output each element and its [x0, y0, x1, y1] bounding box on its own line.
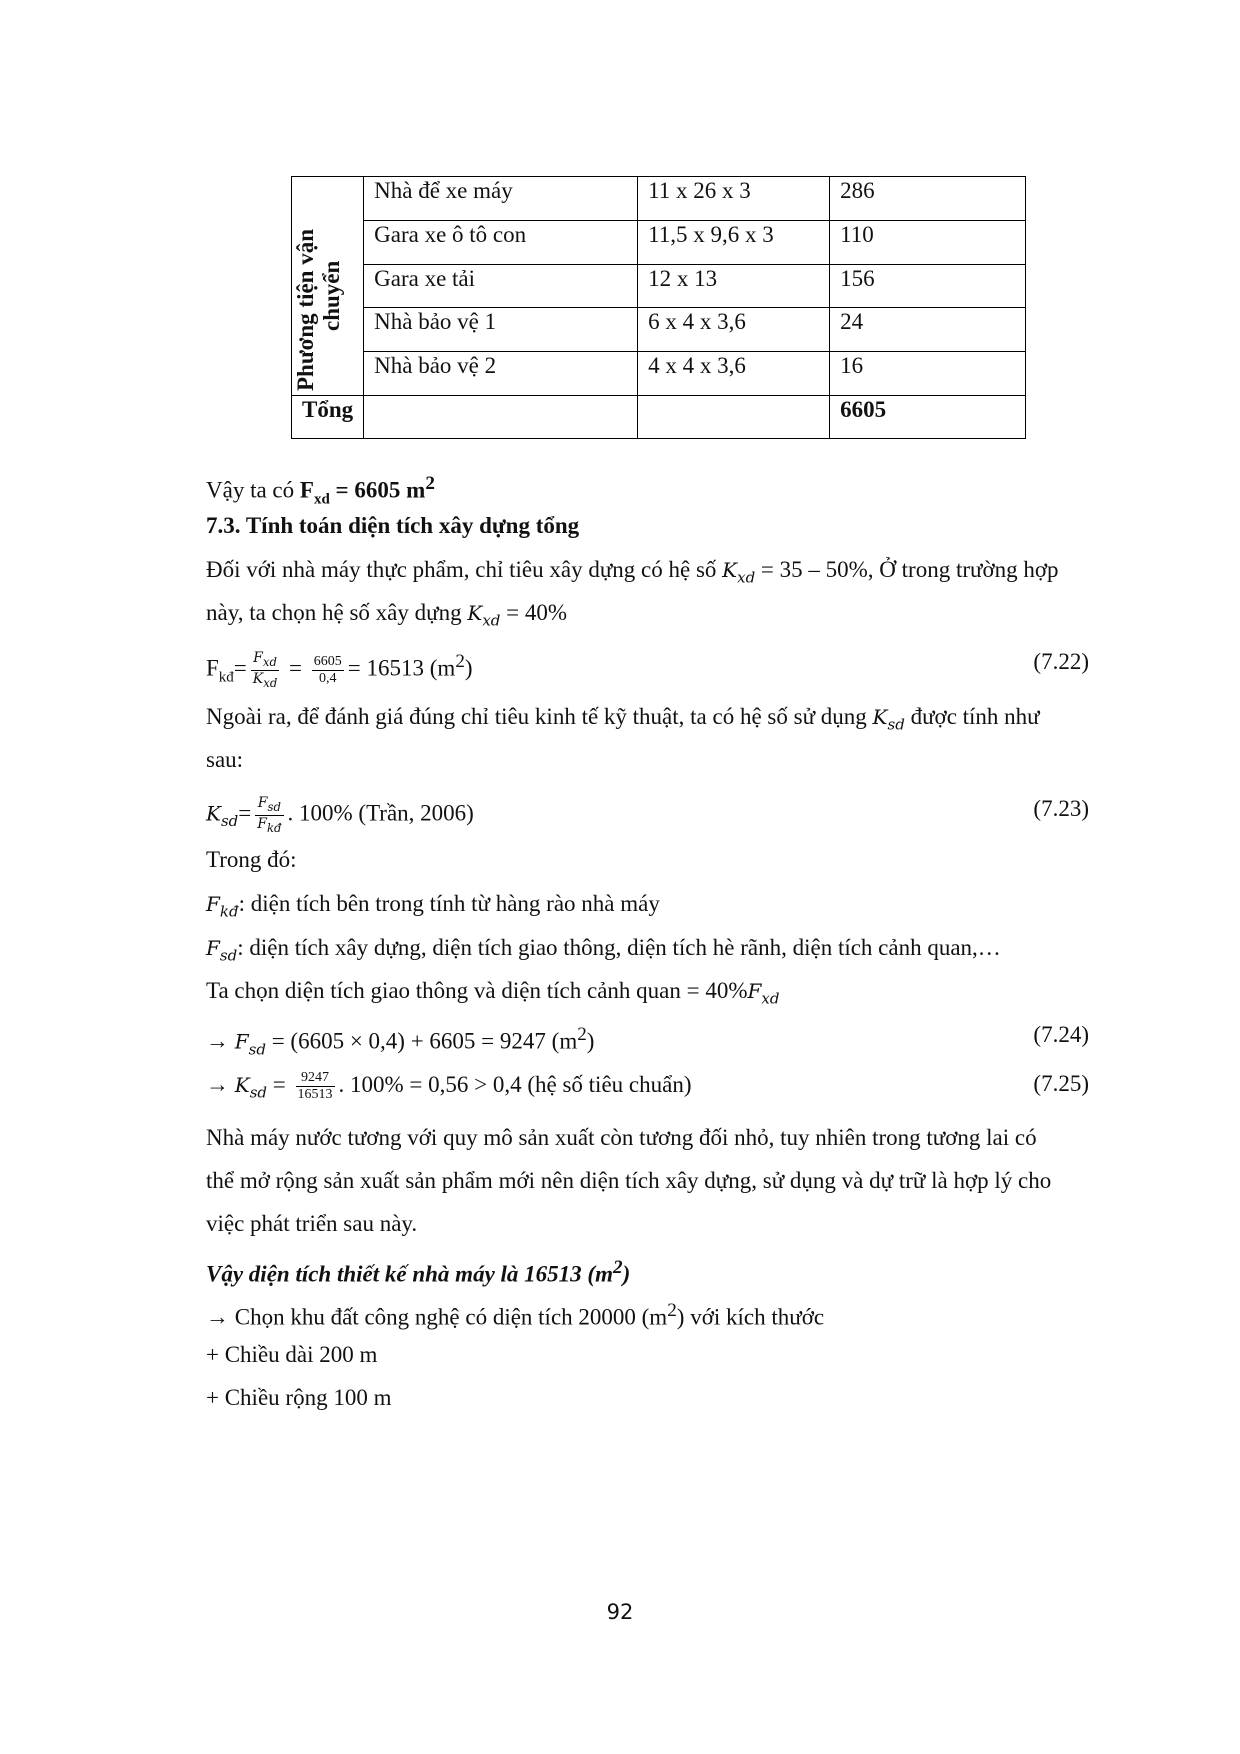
- row-dims: 11 x 26 x 3: [638, 177, 830, 221]
- row-area: 16: [830, 352, 1026, 396]
- choose-rest: ) với kích thước: [676, 1304, 825, 1330]
- row-area: 110: [830, 220, 1026, 264]
- row-name: Nhà bảo vệ 2: [364, 352, 638, 396]
- row-dims: 6 x 4 x 3,6: [638, 308, 830, 352]
- p3-text-a: Ngoài ra, để đánh giá đúng chỉ tiêu kinh tế kỹ thuật, ta có hệ số sử dụng: [206, 704, 873, 729]
- p1-text-b: = 35 – 50%, Ở trong trường hợp: [755, 557, 1059, 582]
- fraction-denominator: [251, 671, 280, 691]
- f-symbol: F: [206, 936, 220, 960]
- fraction: [312, 654, 344, 687]
- k-symbol: K: [234, 1072, 250, 1097]
- choose-line: [206, 1297, 824, 1332]
- paragraph-line: việc phát triển sau này.: [206, 1211, 418, 1236]
- fraction: [296, 1070, 335, 1103]
- fraction-denominator: 16513: [297, 1087, 333, 1102]
- total-empty-1: [364, 396, 638, 439]
- fraction-denominator: [255, 816, 283, 836]
- table-total-row: [292, 396, 1026, 439]
- eq1-sup: 2: [455, 651, 465, 672]
- p2-text-a: này, ta chọn hệ số xây dựng: [206, 600, 468, 625]
- p8-text: Ta chọn diện tích giao thông và diện tích cảnh quan = 40%: [206, 978, 748, 1003]
- k-subscript: sd: [249, 1083, 268, 1102]
- arrow-icon: →: [206, 1071, 235, 1097]
- fxd-prefix: Vậy ta có: [206, 477, 300, 503]
- equation-7-25: [206, 1070, 692, 1106]
- table-row: [292, 308, 1026, 352]
- equation-7-24: [206, 1021, 594, 1063]
- f-subscript: sd: [248, 1040, 266, 1059]
- frac-f: F: [257, 815, 267, 832]
- eq3-close: ): [586, 1028, 595, 1054]
- paragraph-line: [206, 703, 1040, 739]
- group-label-line1: Phương tiện vận: [293, 228, 318, 391]
- fraction: [251, 650, 280, 691]
- eq3-sup: 2: [577, 1024, 587, 1045]
- row-name: Gara xe tải: [364, 264, 638, 308]
- paragraph-line: Nhà máy nước tương với quy mô sản xuất còn tương đối nhỏ, tuy nhiên trong tương lai có: [206, 1125, 1037, 1150]
- f-subscript: sd: [219, 946, 238, 965]
- row-name: Gara xe ô tô con: [364, 220, 638, 264]
- table-row: [292, 352, 1026, 396]
- choose-sup: 2: [667, 1300, 677, 1321]
- conclusion-text: Vậy diện tích thiết kế nhà máy là 16513 (m: [206, 1261, 613, 1287]
- frac-f-sub: xd: [262, 654, 277, 669]
- k-symbol: K: [206, 801, 221, 826]
- f-subscript: xd: [761, 989, 780, 1008]
- eq4-eq-sign: =: [267, 1071, 292, 1097]
- equation-7-23: [206, 795, 474, 836]
- fraction-numerator: [251, 650, 280, 671]
- fxd-symbol: F: [299, 477, 314, 503]
- row-area: 286: [830, 177, 1026, 221]
- row-area: 156: [830, 264, 1026, 308]
- fraction-numerator: [255, 795, 283, 816]
- p7-text: : diện tích xây dựng, diện tích giao thông, diện tích hè rãnh, diện tích cảnh quan,…: [237, 935, 1001, 960]
- f-symbol: F: [747, 979, 762, 1003]
- arrow-icon: →: [206, 1028, 235, 1054]
- conclusion-line: [206, 1254, 630, 1289]
- frac-f: F: [253, 650, 263, 667]
- eq1-eq-sign: =: [283, 655, 308, 681]
- eq2-rest: . 100% (Trần, 2006): [287, 800, 474, 826]
- table-row: [292, 220, 1026, 264]
- paragraph-line: [206, 934, 1001, 970]
- section-heading: 7.3. Tính toán diện tích xây dựng tổng: [206, 513, 580, 538]
- paragraph-line: [206, 556, 1059, 592]
- length-line: + Chiều dài 200 m: [206, 1342, 378, 1367]
- conclusion-sup: 2: [612, 1257, 623, 1278]
- row-name: Nhà bảo vệ 1: [364, 308, 638, 352]
- f-symbol: F: [234, 1029, 249, 1054]
- fraction-numerator: 9247: [296, 1070, 335, 1087]
- paragraph-line: Trong đó:: [206, 847, 297, 872]
- fxd-sup: 2: [425, 473, 435, 494]
- k-symbol: K: [467, 601, 483, 625]
- paragraph-line: [206, 890, 660, 926]
- k-subscript: xd: [482, 611, 501, 630]
- choose-text: → Chọn khu đất công nghệ có diện tích 20000 (m: [206, 1304, 668, 1330]
- total-value: 6605: [830, 396, 1026, 439]
- row-area: 24: [830, 308, 1026, 352]
- paragraph-line: thể mở rộng sản xuất sản phẩm mới nên diện tích xây dựng, sử dụng và dự trữ là hợp lý cho: [206, 1168, 1052, 1193]
- equation-number: (7.22): [1033, 649, 1089, 674]
- equation-number: (7.24): [1033, 1022, 1089, 1047]
- total-empty-2: [638, 396, 830, 439]
- equation-number: (7.23): [1033, 796, 1089, 821]
- eq1-lhs-sub: kđ: [218, 669, 234, 686]
- k-symbol: K: [872, 705, 888, 729]
- paragraph-line: [206, 599, 567, 635]
- building-area-table: [291, 176, 1026, 439]
- k-symbol: K: [722, 558, 738, 582]
- fraction: [255, 795, 283, 836]
- row-dims: 4 x 4 x 3,6: [638, 352, 830, 396]
- equation-7-22: [206, 648, 473, 691]
- frac-f: F: [257, 795, 268, 811]
- fxd-value: = 6605 m: [329, 477, 426, 503]
- frac-f-sub: sd: [267, 799, 281, 814]
- row-name: Nhà để xe máy: [364, 177, 638, 221]
- eq1-eq-sign-a: =: [233, 655, 247, 681]
- p3-text-b: được tính như: [904, 704, 1040, 729]
- fxd-subscript: xd: [313, 491, 330, 508]
- k-subscript: sd: [887, 715, 905, 734]
- p1-text-a: Đối với nhà máy thực phẩm, chỉ tiêu xây dựng có hệ số: [206, 557, 723, 582]
- width-line: + Chiều rộng 100 m: [206, 1385, 392, 1410]
- p2-text-b: = 40%: [500, 600, 568, 625]
- f-subscript: kđ: [219, 902, 239, 921]
- paragraph-line: [206, 977, 779, 1013]
- table-row: [292, 264, 1026, 308]
- group-label-line2: chuyển: [319, 260, 344, 331]
- row-dims: 12 x 13: [638, 264, 830, 308]
- fraction-numerator: 6605: [313, 653, 342, 669]
- eq1-close: ): [464, 655, 473, 681]
- row-dims: 11,5 x 9,6 x 3: [638, 220, 830, 264]
- equation-number: (7.25): [1033, 1071, 1089, 1096]
- k-subscript: sd: [220, 812, 239, 831]
- group-label-cell: [292, 177, 364, 396]
- frac-k-sub: xd: [263, 675, 278, 690]
- fxd-line: [206, 470, 435, 513]
- eq4-rest: . 100% = 0,56 > 0,4 (hệ số tiêu chuẩn): [338, 1071, 692, 1097]
- eq1-result: = 16513 (m: [347, 655, 456, 681]
- fraction-denominator: 0,4: [319, 670, 337, 686]
- frac-k: K: [252, 670, 264, 687]
- k-subscript: xd: [737, 568, 756, 587]
- total-label: Tổng: [292, 396, 364, 439]
- eq2-eq-sign: =: [238, 800, 252, 826]
- eq3-rest: = (6605 × 0,4) + 6605 = 9247 (m: [265, 1028, 578, 1054]
- table-row: [292, 177, 1026, 221]
- paragraph-line: sau:: [206, 747, 244, 772]
- frac-f-sub: kđ: [266, 820, 282, 835]
- page-number: 92: [606, 1600, 634, 1624]
- f-symbol: F: [206, 892, 220, 916]
- conclusion-close: ): [622, 1261, 631, 1287]
- eq1-lhs: F: [206, 655, 219, 681]
- p6-text: : diện tích bên trong tính từ hàng rào nhà máy: [238, 891, 660, 916]
